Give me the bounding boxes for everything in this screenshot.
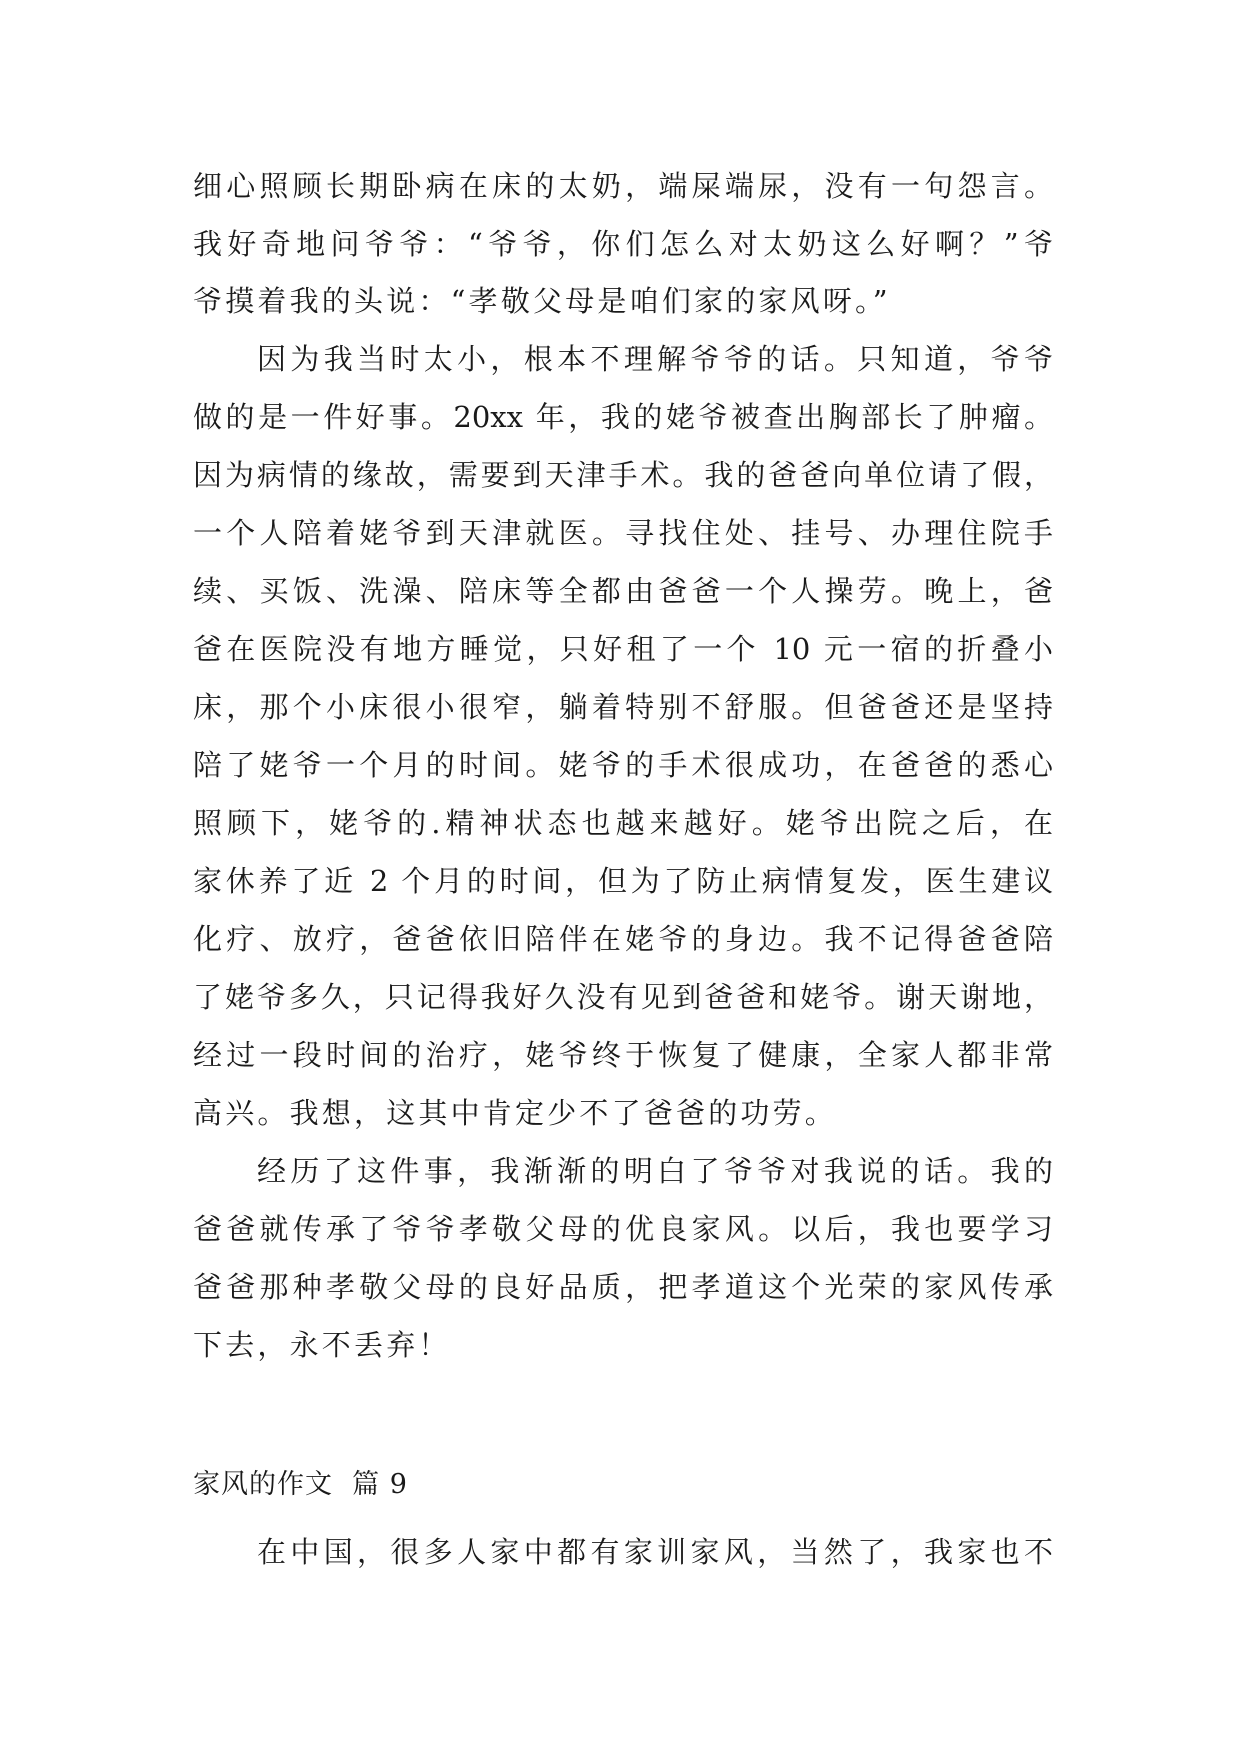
text-line: 爸在医院没有地方睡觉，只好租了一个 10 元一宿的折叠小 [193,632,1053,666]
text-line: 高兴。我想，这其中肯定少不了爸爸的功劳。 [193,1096,838,1130]
text-line: 爸爸那种孝敬父母的良好品质，把孝道这个光荣的家风传承 [193,1270,1053,1304]
text-line: 经过一段时间的治疗，姥爷终于恢复了健康，全家人都非常 [193,1038,1053,1072]
text-line: 床，那个小床很小很窄，躺着特别不舒服。但爸爸还是坚持 [193,690,1053,724]
text-line: 细心照顾长期卧病在床的太奶，端屎端尿，没有一句怨言。 [193,169,1053,203]
text-line: 在中国，很多人家中都有家训家风，当然了，我家也不 [257,1535,1053,1569]
text-line: 经历了这件事，我渐渐的明白了爷爷对我说的话。我的 [257,1154,1053,1188]
text-line: 照顾下，姥爷的.精神状态也越来越好。姥爷出院之后，在 [193,806,1053,840]
section-heading: 家风的作文 篇 9 [193,1469,408,1500]
text-line: 下去，永不丢弃！ [193,1328,451,1362]
text-line: 一个人陪着姥爷到天津就医。寻找住处、挂号、办理住院手 [193,516,1053,550]
text-line: 做的是一件好事。20xx 年，我的姥爷被查出胸部长了肿瘤。 [193,400,1053,434]
text-line: 爸爸就传承了爷爷孝敬父母的优良家风。以后，我也要学习 [193,1212,1053,1246]
text-line: 因为我当时太小，根本不理解爷爷的话。只知道，爷爷 [257,342,1053,376]
text-line: 化疗、放疗，爸爸依旧陪伴在姥爷的身边。我不记得爸爸陪 [193,922,1053,956]
text-line: 因为病情的缘故，需要到天津手术。我的爸爸向单位请了假， [193,458,1053,492]
text-line: 爷摸着我的头说：“孝敬父母是咱们家的家风呀。” [193,284,891,318]
text-line: 陪了姥爷一个月的时间。姥爷的手术很成功，在爸爸的悉心 [193,748,1053,782]
text-line: 了姥爷多久，只记得我好久没有见到爸爸和姥爷。谢天谢地， [193,980,1053,1014]
text-line: 续、买饭、洗澡、陪床等全都由爸爸一个人操劳。晚上，爸 [193,574,1053,608]
text-line: 我好奇地问爷爷：“爷爷，你们怎么对太奶这么好啊？”爷 [193,227,1053,261]
text-line: 家休养了近 2 个月的时间，但为了防止病情复发，医生建议 [193,864,1053,898]
